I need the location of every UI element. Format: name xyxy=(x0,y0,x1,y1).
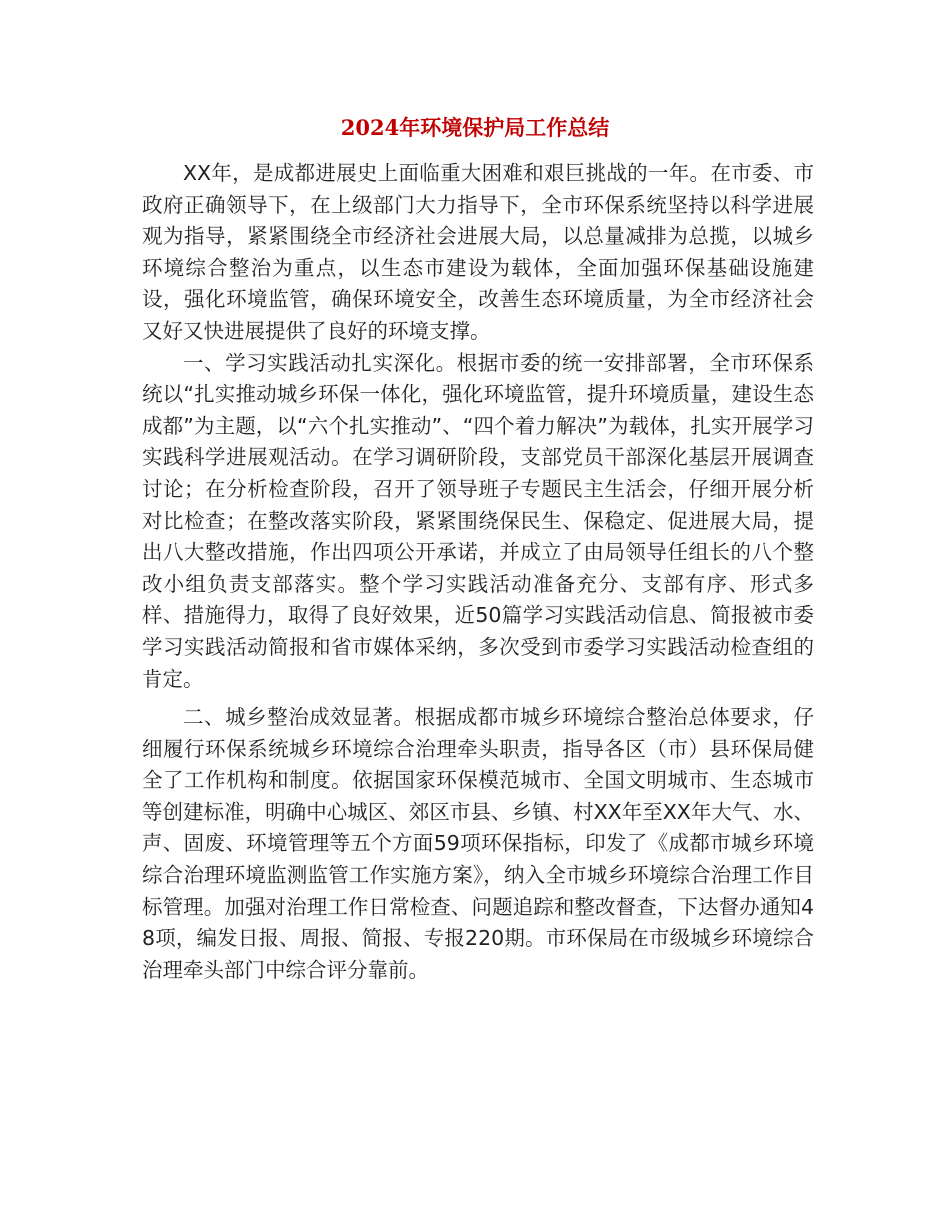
paragraph-section-2: 二、城乡整治成效显著。根据成都市城乡环境综合整治总体要求，仔细履行环保系统城乡环境综合治理牵头职责，指导各区（市）县环保局健全了工作机构和制度。依据国家环保模范城市、全国文明城市、生态城市等创建标准，明确中心城区、郊区市县、乡镇、村XX年至XX年大气、水、声、固废、环境管理等五个方面59项环保指标，印发了《成都市城乡环境综合治理环境监测监管工作实施方案》，纳入全市城乡环境综合治理工作目标管理。加强对治理工作日常检查、问题追踪和整改督查，下达督办通知48项，编发日报、周报、简报、专报220期。市环保局在市级城乡环境综合治理牵头部门中综合评分靠前。 xyxy=(142,705,814,982)
paragraph-intro: XX年，是成都进展史上面临重大困难和艰巨挑战的一年。在市委、市政府正确领导下，在上级部门大力指导下，全市环保系统坚持以科学进展观为指导，紧紧围绕全市经济社会进展大局，以总量减排为总揽，以城乡环境综合整治为重点，以生态市建设为载体，全面加强环保基础设施建设，强化环境监管，确保环境安全，改善生态环境质量，为全市经济社会又好又快进展提供了良好的环境支撑。 xyxy=(142,161,814,343)
paragraph-section-1: 一、学习实践活动扎实深化。根据市委的统一安排部署，全市环保系统以“扎实推动城乡环保一体化，强化环境监管，提升环境质量，建设生态成都”为主题，以“六个扎实推动”、“四个着力解决”为载体，扎实开展学习实践科学进展观活动。在学习调研阶段，支部党员干部深化基层开展调查讨论；在分析检查阶段，召开了领导班子专题民主生活会，仔细开展分析对比检查；在整改落实阶段，紧紧围绕保民生、保稳定、促进展大局，提出八大整改措施，作出四项公开承诺，并成立了由局领导任组长的八个整改小组负责支部落实。整个学习实践活动准备充分、支部有序、形式多样、措施得力，取得了良好效果，近50篇学习实践活动信息、简报被市委学习实践活动简报和省市媒体采纳，多次受到市委学习实践活动检查组的肯定。 xyxy=(142,350,814,691)
document-title: 2024年环境保护局工作总结 xyxy=(340,115,610,140)
document-body xyxy=(142,158,814,986)
